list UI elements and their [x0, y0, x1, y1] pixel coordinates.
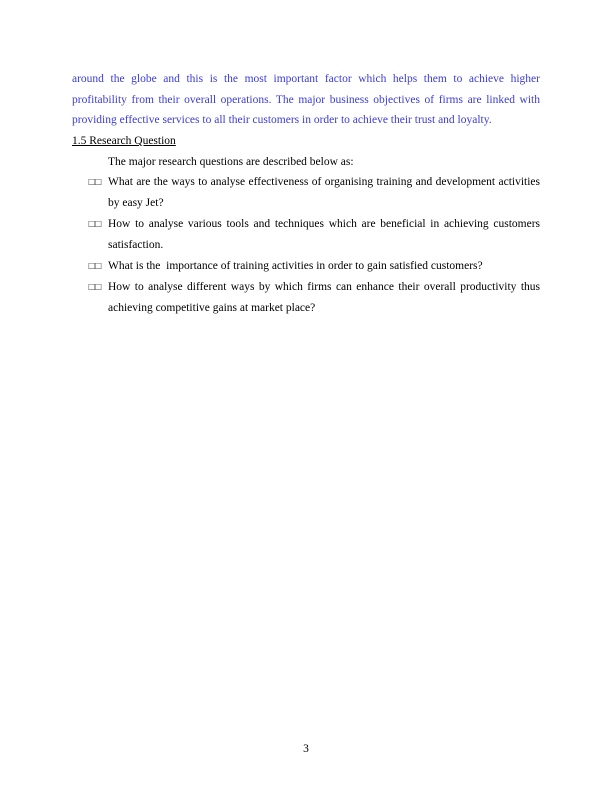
question-text: What is the importance of training activities in order to gain satisfied customers? [108, 259, 483, 272]
list-item [88, 214, 540, 255]
section-heading: 1.5 Research Question [72, 135, 176, 147]
bullet-icon: □□ [88, 177, 102, 186]
intro-paragraph: around the globe and this is the most important factor which helps them to achieve higher profitability from their overall operations. The major business objectives of firms are linked with providing effective services to all their customers in order to achieve their trust and loyalty. [72, 73, 540, 127]
lead-sentence: The major research questions are described below as: [108, 156, 354, 168]
list-item [88, 172, 540, 213]
question-text: What are the ways to analyse effectiveness of organising training and development activities by easy Jet? [108, 176, 540, 209]
research-question-list [88, 172, 540, 319]
question-text: How to analyse various tools and techniques which are beneficial in achieving customers satisfaction. [108, 217, 540, 251]
list-item [88, 256, 540, 277]
bullet-icon: □□ [88, 218, 102, 228]
bullet-icon: □□ [88, 282, 102, 292]
page-number: 3 [303, 743, 309, 755]
bullet-icon: □□ [88, 260, 102, 270]
list-item [88, 277, 540, 318]
question-text: How to analyse different ways by which firms can enhance their overall productivity thus achieving competitive gains at market place? [108, 281, 540, 314]
